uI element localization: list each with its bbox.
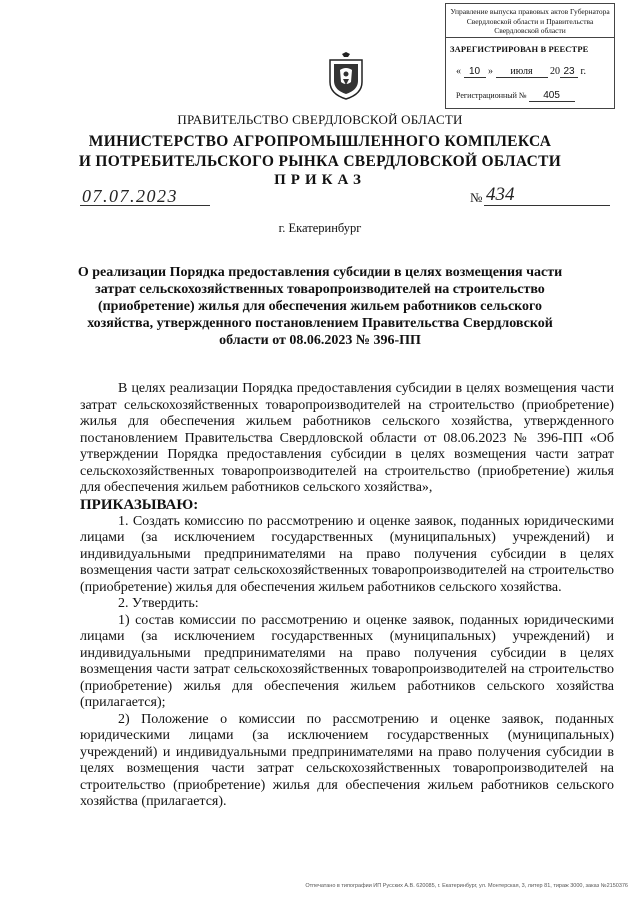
item-2: 2. Утвердить: [118,596,199,611]
ministry-name [0,132,640,172]
document-title: О реализации Порядка предоставления субсидии в целях возмещения части затрат сельскохозяйственных товаропроизводителей на строительство (приобретение) жилья для обеспечения жильем работников сельского хозяйства, утвержденного постановлением Правительства Свердловской области от 08.06.2023 № 396-ПП [77,265,563,348]
order-number: 434 [486,184,515,205]
ministry-line-1: МИНИСТЕРСТВО АГРОПРОМЫШЛЕННОГО КОМПЛЕКСА [88,133,552,150]
ministry-line-2: И ПОТРЕБИТЕЛЬСКОГО РЫНКА СВЕРДЛОВСКОЙ ОБЛАСТИ [78,153,562,170]
order-number-label: № [470,190,483,205]
stamp-header: Управление выпуска правовых актов Губернатора Свердловской области и Правительства Свердловской области [446,4,614,38]
coat-of-arms-icon [327,52,365,100]
print-footer [0,883,640,889]
registration-stamp [445,3,615,109]
stamp-month: июля [496,66,548,78]
stamp-reg-number [456,90,575,102]
date-underline [80,205,210,206]
number-underline [484,205,610,206]
footer-text: Отпечатано в типографии ИП Русских А.В. 620085, г. Екатеринбург, ул. Монтерская, 3, литер 81, тираж 3000, заказ №2150376 [305,883,628,889]
item-2-2: 2) Положение о комиссии по рассмотрению и оценке заявок, поданных юридическими лицами (за исключением государственных (муниципальных) учреждений) и индивидуальными предпринимателями на право получения субсидии в целях возмещения части затрат сельскохозяйственных товаропроизводителей на строительство (приобретение) жилья для обеспечения жильем работников сельского хозяйства (прилагается). [80,711,614,809]
order-verb: ПРИКАЗЫВАЮ: [80,496,199,513]
item-2-1: 1) состав комиссии по рассмотрению и оценке заявок, поданных юридическими лицами (за исключением государственных (муниципальных) учреждений) и индивидуальными предпринимателями на право получения субсидии в целях возмещения части затрат сельскохозяйственных товаропроизводителей на строительство (приобретение) жилья для обеспечения жильем работников сельского хозяйства (прилагается); [80,612,614,710]
item-1: 1. Создать комиссию по рассмотрению и оценке заявок, поданных юридическими лицами (за исключением государственных (муниципальных) учреждений) и индивидуальными предпринимателями на право получения субсидии в целях возмещения части затрат сельскохозяйственных товаропроизводителей на строительство (приобретение) жилья для обеспечения жильем работников сельского хозяйства. [80,513,614,595]
stamp-reg-label: Регистрационный № [456,91,527,100]
stamp-day: 10 [464,66,486,78]
stamp-date [456,66,586,78]
city: г. Екатеринбург [278,221,362,235]
stamp-quote-close: » [488,66,493,77]
stamp-year-suffix: 23 [560,66,578,78]
order-date: 07.07.2023 [82,186,178,206]
stamp-reg-value: 405 [529,90,575,102]
preamble: В целях реализации Порядка предоставления субсидии в целях возмещения части затрат сельскохозяйственных товаропроизводителей на строительство (приобретение) жилья для обеспечения жильем работников сельского хозяйства, утвержденного постановлением Правительства Свердловской области от 08.06.2023 № 396-ПП «Об утверждении Порядка предоставления субсидии в целях возмещения части затрат сельскохозяйственных товаропроизводителей на строительство (приобретение) жилья для обеспечения жильем работников сельского хозяйства», [80,381,614,495]
order-heading: ПРИКАЗ [274,172,366,188]
stamp-year-unit: г. [580,66,586,77]
stamp-registered-label: ЗАРЕГИСТРИРОВАН В РЕЕСТРЕ [450,44,589,54]
government-name: ПРАВИТЕЛЬСТВО СВЕРДЛОВСКОЙ ОБЛАСТИ [177,112,463,127]
document-body [80,381,614,811]
stamp-quote-open: « [456,66,461,77]
stamp-year-prefix: 20 [550,66,560,77]
